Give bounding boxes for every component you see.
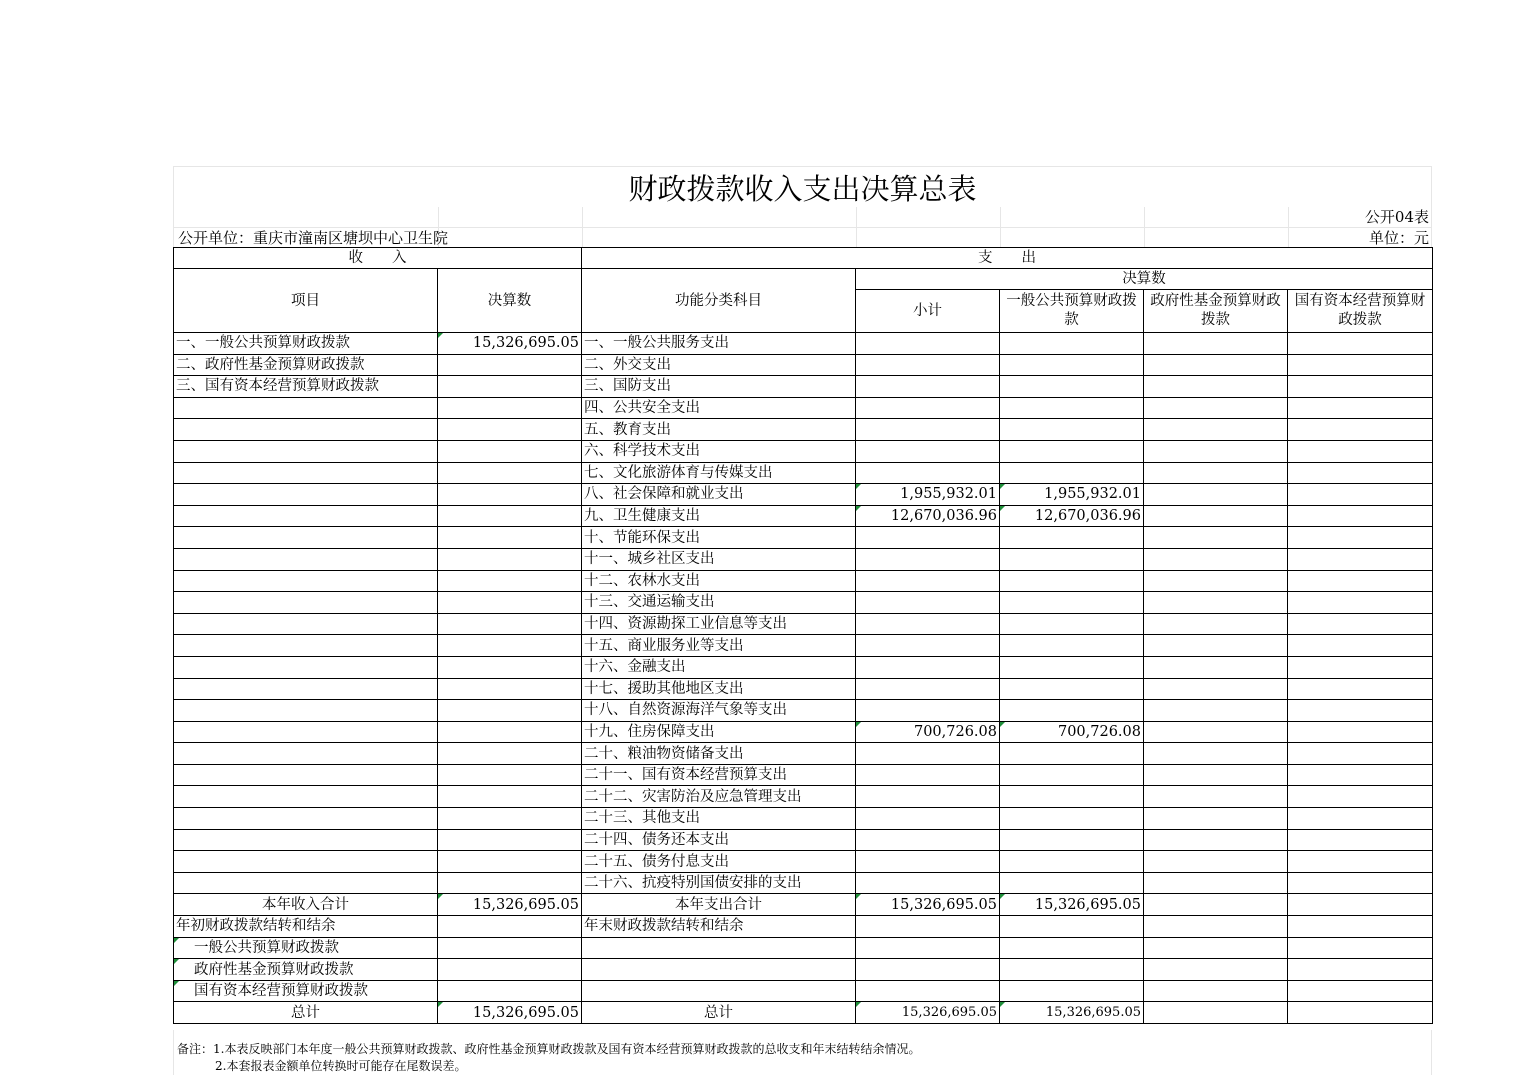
income-amount: 15,326,695.05: [438, 333, 582, 355]
carry-end-label: 年末财政拨款结转和结余: [582, 916, 856, 938]
table-cell: [1288, 980, 1433, 1002]
general-header: 一般公共预算财政拨款: [1000, 290, 1144, 333]
table-row: [174, 484, 1433, 506]
report-title: 财政拨款收入支出决算总表: [173, 166, 1432, 207]
expense-item: 十一、城乡社区支出: [582, 548, 856, 570]
table-cell: [1144, 980, 1288, 1002]
table-cell: [1288, 916, 1433, 938]
expense-state: [1288, 700, 1433, 722]
income-item: [174, 462, 438, 484]
table-cell: [438, 959, 582, 981]
table-row: [174, 656, 1433, 678]
income-item: [174, 851, 438, 873]
expense-state: [1288, 808, 1433, 830]
expense-state: [1288, 440, 1433, 462]
expense-item: 十五、商业服务业等支出: [582, 635, 856, 657]
expense-item: 三、国防支出: [582, 376, 856, 398]
table-row: [174, 721, 1433, 743]
year-expense-general: 15,326,695.05: [1000, 894, 1144, 916]
income-amount: [438, 462, 582, 484]
expense-subtotal: [856, 700, 1000, 722]
income-item: [174, 613, 438, 635]
income-item: [174, 872, 438, 894]
expense-subtotal: [856, 635, 1000, 657]
expense-general: [1000, 808, 1144, 830]
expense-state: [1288, 570, 1433, 592]
expense-fund: [1144, 419, 1288, 441]
expense-item: 二十一、国有资本经营预算支出: [582, 764, 856, 786]
expense-state: [1288, 743, 1433, 765]
expense-item: 十六、金融支出: [582, 656, 856, 678]
income-amount: [438, 376, 582, 398]
expense-state: [1288, 829, 1433, 851]
expense-fund: [1144, 484, 1288, 506]
expense-subtotal: 700,726.08: [856, 721, 1000, 743]
table-row: [174, 700, 1433, 722]
expense-fund: [1144, 376, 1288, 398]
settlement-header: 决算数: [856, 269, 1433, 290]
income-amount: [438, 851, 582, 873]
expense-state: [1288, 786, 1433, 808]
expense-general: [1000, 851, 1144, 873]
table-cell: [856, 937, 1000, 959]
expense-item: 九、卫生健康支出: [582, 505, 856, 527]
expense-general: [1000, 570, 1144, 592]
table-row: [174, 916, 1433, 938]
table-cell: [582, 980, 856, 1002]
income-item: [174, 656, 438, 678]
income-header: 收 入: [174, 248, 582, 269]
amount-header: 决算数: [438, 269, 582, 333]
income-amount: [438, 678, 582, 700]
table-row: [174, 397, 1433, 419]
form-number: 公开04表: [1364, 208, 1429, 226]
table-cell: [856, 916, 1000, 938]
year-expense-subtotal: 15,326,695.05: [856, 894, 1000, 916]
expense-item: 十九、住房保障支出: [582, 721, 856, 743]
income-amount: [438, 354, 582, 376]
expense-general: [1000, 764, 1144, 786]
expense-item: 十、节能环保支出: [582, 527, 856, 549]
table-row: [174, 505, 1433, 527]
table-row: [174, 872, 1433, 894]
income-amount: [438, 505, 582, 527]
income-amount: [438, 656, 582, 678]
income-item: [174, 700, 438, 722]
expense-item: 二十、粮油物资储备支出: [582, 743, 856, 765]
expense-state: [1288, 462, 1433, 484]
reporting-unit: 公开单位：重庆市潼南区塘坝中心卫生院: [178, 229, 449, 247]
table-cell: [1000, 959, 1144, 981]
expense-general: [1000, 743, 1144, 765]
expense-subtotal: [856, 419, 1000, 441]
expense-subtotal: [856, 440, 1000, 462]
footnote-2: 2.本套报表金额单位转换时可能存在尾数误差。: [215, 1059, 467, 1073]
income-item: [174, 592, 438, 614]
table-cell: [1144, 937, 1288, 959]
expense-fund: [1144, 440, 1288, 462]
income-item: 三、国有资本经营预算财政拨款: [174, 376, 438, 398]
expense-subtotal: [856, 764, 1000, 786]
table-row: [174, 959, 1433, 981]
income-amount: [438, 743, 582, 765]
expense-fund: [1144, 505, 1288, 527]
expense-fund: [1144, 743, 1288, 765]
income-amount: [438, 613, 582, 635]
expense-general: [1000, 829, 1144, 851]
grand-total-label-expense: 总计: [582, 1002, 856, 1024]
income-amount: [438, 592, 582, 614]
expense-general: [1000, 656, 1144, 678]
income-amount: [438, 635, 582, 657]
table-row: [174, 764, 1433, 786]
subtotal-header: 小计: [856, 290, 1000, 333]
expense-state: [1288, 656, 1433, 678]
expense-subtotal: [856, 376, 1000, 398]
expense-state: [1288, 764, 1433, 786]
table-cell: [1000, 980, 1144, 1002]
table-row: [174, 376, 1433, 398]
expense-subtotal: [856, 548, 1000, 570]
table-cell: [438, 916, 582, 938]
income-item: [174, 808, 438, 830]
table-row: [174, 354, 1433, 376]
table-row: [174, 462, 1433, 484]
expense-item: 二十四、债务还本支出: [582, 829, 856, 851]
table-cell: [582, 959, 856, 981]
year-expense-label: 本年支出合计: [582, 894, 856, 916]
income-item: [174, 505, 438, 527]
expense-fund: [1144, 462, 1288, 484]
table-totals: [174, 894, 1433, 1024]
expense-subtotal: [856, 786, 1000, 808]
expense-item: 十八、自然资源海洋气象等支出: [582, 700, 856, 722]
table-cell: [438, 980, 582, 1002]
expense-general: [1000, 613, 1144, 635]
expense-item: 四、公共安全支出: [582, 397, 856, 419]
expense-header: 支 出: [582, 248, 1433, 269]
expense-item: 二十三、其他支出: [582, 808, 856, 830]
table-cell: [1000, 916, 1144, 938]
expense-subtotal: [856, 570, 1000, 592]
expense-subtotal: [856, 592, 1000, 614]
expense-state: [1288, 872, 1433, 894]
currency-unit: 单位：元: [1368, 229, 1429, 247]
expense-general: [1000, 635, 1144, 657]
expense-fund: [1144, 851, 1288, 873]
table-row: [174, 570, 1433, 592]
table-cell: [1144, 894, 1288, 916]
expense-subtotal: [856, 397, 1000, 419]
income-item: [174, 484, 438, 506]
expense-general: [1000, 786, 1144, 808]
income-amount: [438, 484, 582, 506]
expense-fund: [1144, 700, 1288, 722]
expense-fund: [1144, 592, 1288, 614]
table-cell: [582, 937, 856, 959]
expense-fund: [1144, 786, 1288, 808]
expense-item: 七、文化旅游体育与传媒支出: [582, 462, 856, 484]
expense-subtotal: [856, 613, 1000, 635]
year-income-value: 15,326,695.05: [438, 894, 582, 916]
income-amount: [438, 527, 582, 549]
table-cell: [1288, 1002, 1433, 1024]
grand-total-general: 15,326,695.05: [1000, 1002, 1144, 1024]
table-cell: [856, 980, 1000, 1002]
income-amount: [438, 397, 582, 419]
expense-general: [1000, 397, 1144, 419]
expense-general: [1000, 462, 1144, 484]
expense-item: 十二、农林水支出: [582, 570, 856, 592]
expense-state: [1288, 721, 1433, 743]
expense-state: [1288, 484, 1433, 506]
expense-general: [1000, 440, 1144, 462]
table-row: [174, 678, 1433, 700]
income-item: [174, 721, 438, 743]
expense-general: 700,726.08: [1000, 721, 1144, 743]
expense-fund: [1144, 613, 1288, 635]
income-item: [174, 635, 438, 657]
table-cell: [856, 959, 1000, 981]
report-sheet: [173, 166, 1432, 1024]
expense-general: [1000, 527, 1144, 549]
expense-item: 六、科学技术支出: [582, 440, 856, 462]
year-income-label: 本年收入合计: [174, 894, 438, 916]
expense-state: [1288, 419, 1433, 441]
income-amount: [438, 570, 582, 592]
func-header: 功能分类科目: [582, 269, 856, 333]
grand-total-label: 总计: [174, 1002, 438, 1024]
expense-item: 二十二、灾害防治及应急管理支出: [582, 786, 856, 808]
item-header: 项目: [174, 269, 438, 333]
income-item: [174, 570, 438, 592]
income-amount: [438, 721, 582, 743]
footnotes: [177, 1041, 920, 1075]
income-item: [174, 764, 438, 786]
income-amount: [438, 548, 582, 570]
expense-subtotal: [856, 872, 1000, 894]
table-cell: [1288, 959, 1433, 981]
expense-fund: [1144, 721, 1288, 743]
table-row: [174, 613, 1433, 635]
expense-fund: [1144, 548, 1288, 570]
expense-subtotal: [856, 829, 1000, 851]
expense-fund: [1144, 829, 1288, 851]
report-meta: [173, 207, 1432, 247]
expense-subtotal: [856, 808, 1000, 830]
expense-subtotal: [856, 743, 1000, 765]
expense-fund: [1144, 635, 1288, 657]
grand-total-subtotal: 15,326,695.05: [856, 1002, 1000, 1024]
carry-state-label: 国有资本经营预算财政拨款: [174, 980, 438, 1002]
table-cell: [1144, 959, 1288, 981]
expense-subtotal: [856, 354, 1000, 376]
expense-general: [1000, 419, 1144, 441]
table-cell: [1288, 894, 1433, 916]
expense-fund: [1144, 570, 1288, 592]
expense-general: [1000, 333, 1144, 355]
expense-fund: [1144, 333, 1288, 355]
income-amount: [438, 829, 582, 851]
expense-fund: [1144, 678, 1288, 700]
table-row: [174, 440, 1433, 462]
table-row: [174, 419, 1433, 441]
expense-general: [1000, 592, 1144, 614]
income-amount: [438, 764, 582, 786]
carry-begin-label: 年初财政拨款结转和结余: [174, 916, 438, 938]
table-cell: [1288, 937, 1433, 959]
expense-state: [1288, 505, 1433, 527]
expense-state: [1288, 397, 1433, 419]
footnote-1: 备注：1.本表反映部门本年度一般公共预算财政拨款、政府性基金预算财政拨款及国有资本经营预算财政拨款的总收支和年末结转结余情况。: [177, 1042, 921, 1056]
expense-item: 二十六、抗疫特别国债安排的支出: [582, 872, 856, 894]
expense-fund: [1144, 397, 1288, 419]
expense-state: [1288, 333, 1433, 355]
grand-total-income: 15,326,695.05: [438, 1002, 582, 1024]
expense-state: [1288, 635, 1433, 657]
income-item: [174, 397, 438, 419]
expense-general: [1000, 678, 1144, 700]
expense-item: 二、外交支出: [582, 354, 856, 376]
table-row: [174, 743, 1433, 765]
table-body: [174, 333, 1433, 894]
table-row: [174, 592, 1433, 614]
expense-fund: [1144, 764, 1288, 786]
expense-fund: [1144, 354, 1288, 376]
expense-item: 十四、资源勘探工业信息等支出: [582, 613, 856, 635]
table-cell: [1000, 937, 1144, 959]
table-row: [174, 851, 1433, 873]
expense-item: 二十五、债务付息支出: [582, 851, 856, 873]
expense-subtotal: [856, 333, 1000, 355]
table-row: [174, 980, 1433, 1002]
grid-line: [1431, 1030, 1432, 1075]
expense-general: [1000, 354, 1144, 376]
expense-item: 一、一般公共服务支出: [582, 333, 856, 355]
expense-general: [1000, 548, 1144, 570]
income-amount: [438, 440, 582, 462]
income-item: [174, 829, 438, 851]
expense-general: 1,955,932.01: [1000, 484, 1144, 506]
income-item: [174, 786, 438, 808]
income-item: [174, 743, 438, 765]
income-item: [174, 678, 438, 700]
table-row: [174, 527, 1433, 549]
expense-state: [1288, 678, 1433, 700]
grid-line: [173, 1030, 174, 1075]
income-item: 二、政府性基金预算财政拨款: [174, 354, 438, 376]
expense-item: 五、教育支出: [582, 419, 856, 441]
expense-state: [1288, 354, 1433, 376]
expense-fund: [1144, 872, 1288, 894]
finance-table: [173, 247, 1433, 1024]
expense-state: [1288, 851, 1433, 873]
expense-general: [1000, 700, 1144, 722]
expense-subtotal: [856, 527, 1000, 549]
expense-state: [1288, 527, 1433, 549]
table-row: [174, 786, 1433, 808]
income-item: [174, 527, 438, 549]
income-amount: [438, 786, 582, 808]
table-cell: [1144, 916, 1288, 938]
income-item: 一、一般公共预算财政拨款: [174, 333, 438, 355]
expense-subtotal: [856, 462, 1000, 484]
income-item: [174, 419, 438, 441]
table-row: [174, 829, 1433, 851]
table-row: [174, 635, 1433, 657]
expense-subtotal: [856, 678, 1000, 700]
table-row: [174, 808, 1433, 830]
expense-subtotal: [856, 851, 1000, 873]
table-row: [174, 937, 1433, 959]
expense-fund: [1144, 808, 1288, 830]
table-row: [174, 894, 1433, 916]
carry-fund-label: 政府性基金预算财政拨款: [174, 959, 438, 981]
expense-item: 八、社会保障和就业支出: [582, 484, 856, 506]
expense-state: [1288, 592, 1433, 614]
fund-header: 政府性基金预算财政拨款: [1144, 290, 1288, 333]
carry-general-label: 一般公共预算财政拨款: [174, 937, 438, 959]
income-item: [174, 548, 438, 570]
table-cell: [1144, 1002, 1288, 1024]
expense-state: [1288, 376, 1433, 398]
table-row: [174, 548, 1433, 570]
income-amount: [438, 872, 582, 894]
table-row: [174, 1002, 1433, 1024]
income-amount: [438, 419, 582, 441]
expense-item: 十三、交通运输支出: [582, 592, 856, 614]
expense-general: [1000, 376, 1144, 398]
expense-fund: [1144, 527, 1288, 549]
expense-subtotal: 12,670,036.96: [856, 505, 1000, 527]
income-item: [174, 440, 438, 462]
expense-subtotal: 1,955,932.01: [856, 484, 1000, 506]
expense-general: [1000, 872, 1144, 894]
table-row: [174, 333, 1433, 355]
state-header: 国有资本经营预算财政拨款: [1288, 290, 1433, 333]
income-amount: [438, 700, 582, 722]
table-cell: [438, 937, 582, 959]
expense-state: [1288, 613, 1433, 635]
income-amount: [438, 808, 582, 830]
expense-subtotal: [856, 656, 1000, 678]
expense-general: 12,670,036.96: [1000, 505, 1144, 527]
expense-state: [1288, 548, 1433, 570]
expense-item: 十七、援助其他地区支出: [582, 678, 856, 700]
expense-fund: [1144, 656, 1288, 678]
